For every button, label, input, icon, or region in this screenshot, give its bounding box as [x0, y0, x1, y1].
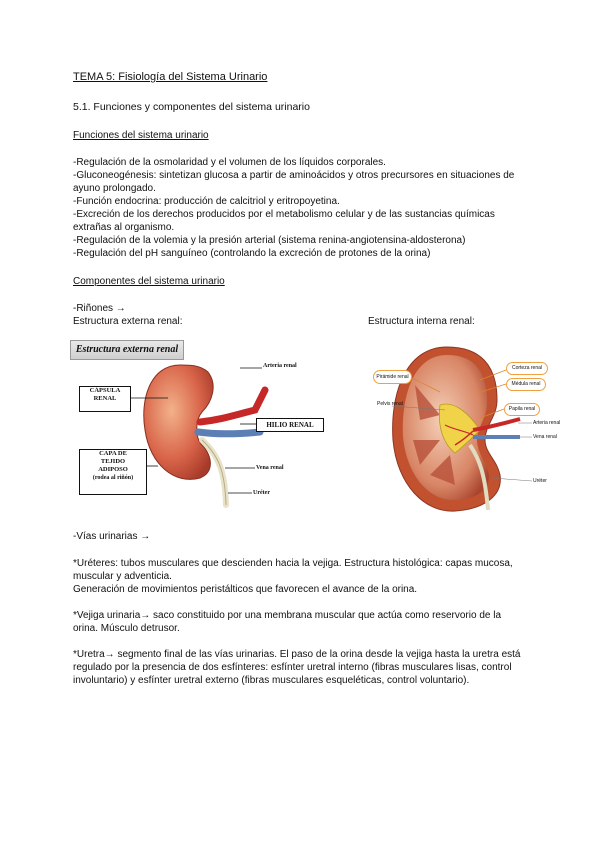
section-subtitle: 5.1. Funciones y componentes del sistema urinario	[73, 101, 310, 113]
internal-caption: Estructura interna renal:	[368, 316, 475, 327]
ureteres-line: Generación de movimientos peristálticos que favorecen el avance de la orina.	[73, 584, 418, 595]
function-line: -Regulación de la volemia y la presión arterial (sistema renina-angiotensina-aldosterona)	[73, 235, 466, 246]
ureter-internal-label: Uréter	[533, 478, 547, 484]
function-line: -Gluconeogénesis: sintetizan glucosa a partir de aminoácidos y otros precursores en situaciones de	[73, 170, 515, 181]
ureter-label: Uréter	[253, 490, 270, 496]
papila-renal-label: Papila renal	[504, 403, 540, 416]
vejiga-line: *Vejiga urinaria→ saco constituido por una membrana muscular que actúa como reservorio de la	[73, 610, 502, 621]
function-line: -Función endocrina: producción de calcitriol y eritropoyetina.	[73, 196, 340, 207]
components-heading: Componentes del sistema urinario	[73, 276, 225, 287]
page-title: TEMA 5: Fisiología del Sistema Urinario	[73, 71, 268, 83]
vena-renal-label: Vena renal	[256, 465, 284, 471]
external-figure-banner: Estructura externa renal	[70, 340, 184, 360]
function-line: -Regulación del pH sanguíneo (controlando la excreción de protones de la orina)	[73, 248, 431, 259]
urinary-label: -Vías urinarias →	[73, 531, 151, 542]
functions-heading: Funciones del sistema urinario	[73, 130, 209, 141]
pelvis-renal-label: Pelvis renal	[377, 401, 403, 407]
ureteres-line: muscular y adventicia.	[73, 571, 172, 582]
uretra-line: involuntario) y esfínter uretral externo (fibras musculares esqueléticas, control voluntario).	[73, 675, 470, 686]
kidneys-label: -Riñones →	[73, 303, 126, 314]
vejiga-line: orina. Músculo detrusor.	[73, 623, 180, 634]
function-line: extrañas al organismo.	[73, 222, 175, 233]
arteria-renal-label: Arteria renal	[263, 363, 297, 369]
function-line: ayuno prolongado.	[73, 183, 156, 194]
ureteres-line: *Uréteres: tubos musculares que descienden hacia la vejiga. Estructura histológica: capas mucosa,	[73, 558, 513, 569]
vena-renal-internal-label: Vena renal	[533, 434, 557, 440]
capsula-renal-label: CÁPSULA RENAL	[79, 386, 131, 412]
medula-renal-label: Médula renal	[506, 378, 546, 391]
capa-adiposo-label: CAPA DE TEJIDO ADIPOSO (rodea al riñón)	[79, 449, 147, 495]
hilio-renal-label: HILIO RENAL	[256, 418, 324, 432]
corteza-renal-label: Corteza renal	[506, 362, 548, 375]
arteria-renal-internal-label: Arteria renal	[533, 420, 561, 426]
external-caption: Estructura externa renal:	[73, 316, 183, 327]
function-line: -Excreción de los derechos producidos por el metabolismo celular y de las sustancias químicas	[73, 209, 495, 220]
function-line: -Regulación de la osmolaridad y el volumen de los líquidos corporales.	[73, 157, 386, 168]
piramide-renal-label: Pirámide renal	[373, 370, 412, 384]
uretra-line: regulado por la presencia de dos esfínteres: esfínter uretral interno (fibras musculares lisas, control	[73, 662, 512, 673]
uretra-line: *Uretra→ segmento final de las vías urinarias. El paso de la orina desde la vejiga hasta la uretra está	[73, 649, 521, 660]
